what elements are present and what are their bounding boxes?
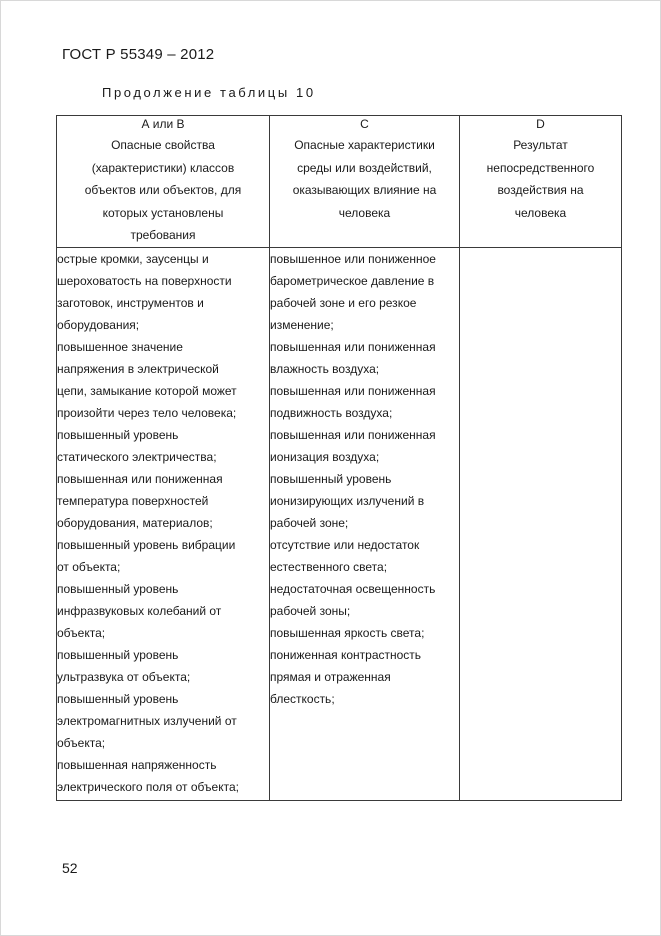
hazard-item-c: недостаточная освещенность рабочей зоны; [270,582,436,618]
column-a-cell [57,248,270,801]
column-letter-c: С [360,117,369,131]
column-letter-a: А или В [141,117,185,131]
hazard-item-c: повышенная или пониженная подвижность воздуха; [270,384,436,420]
column-header-c [270,116,460,248]
hazard-item-a: острые кромки, заусенцы и шероховатость на поверхности заготовок, инструментов и оборудования; [57,252,232,332]
hazard-item-a: повышенное значение напряжения в электрической цепи, замыкание которой может произойти через тело человека; [57,340,237,420]
hazard-item-c: повышенное или пониженное барометрическое давление в рабочей зоне и его резкое изменение; [270,252,436,332]
hazard-item-a: повышенная или пониженная температура поверхностей оборудования, материалов; [57,472,223,530]
column-header-a [57,116,270,248]
hazard-item-c: повышенная или пониженная влажность воздуха; [270,340,436,376]
column-letter-d: D [536,117,545,131]
hazard-item-c: повышенная или пониженная ионизация воздуха; [270,428,436,464]
hazard-item-a: повышенный уровень ультразвука от объекта; [57,648,191,684]
column-description-d: Результат непосредственного воздействия на человека [486,138,595,220]
hazard-item-a: повышенный уровень статического электричества; [57,428,217,464]
hazard-item-a: повышенный уровень вибрации от объекта; [57,538,236,574]
hazard-item-c: повышенный уровень ионизирующих излучений в рабочей зоне; [270,472,425,530]
document-standard-title: ГОСТ Р 55349 – 2012 [62,46,215,63]
hazard-item-c: отсутствие или недостаток естественного света; [270,538,420,574]
table-header-row [57,116,622,248]
hazard-table [56,115,622,801]
column-description-a: Опасные свойства (характеристики) классов объектов или объектов, для которых установлены требования [84,138,242,242]
column-description-c: Опасные характеристики среды или воздействий, оказывающих влияние на человека [292,138,437,220]
hazard-item-a: повышенная напряженность электрического поля от объекта; [57,758,239,794]
column-c-cell [270,248,460,801]
column-header-d [460,116,622,248]
column-d-cell [460,248,622,801]
page-number: 52 [62,860,78,876]
hazard-item-c: повышенная яркость света; [270,626,425,640]
hazard-item-c: пониженная контрастность прямая и отраженная блесткость; [270,648,422,706]
table-caption: Продолжение таблицы 10 [102,85,316,100]
table-row [57,248,622,801]
hazard-item-a: повышенный уровень инфразвуковых колебаний от объекта; [57,582,222,640]
hazard-item-a: повышенный уровень электромагнитных излучений от объекта; [57,692,237,750]
